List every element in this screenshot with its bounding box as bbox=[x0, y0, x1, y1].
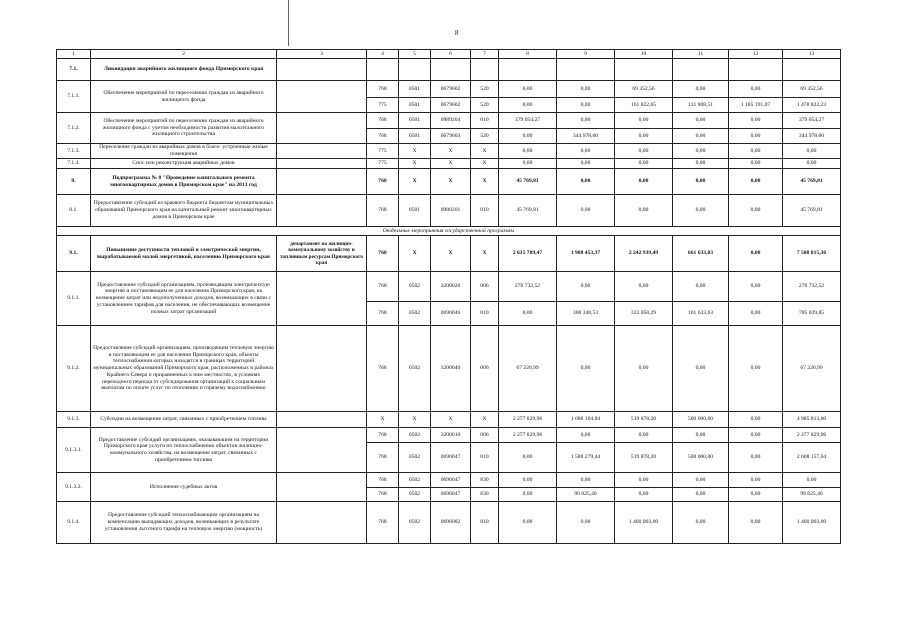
value-cell: 775 bbox=[367, 144, 399, 159]
value-cell: 2 277 829,96 bbox=[499, 428, 557, 443]
executor-cell bbox=[277, 272, 367, 326]
row-code-cell: 7.1.1. bbox=[57, 81, 91, 113]
value-cell: 500 000,00 bbox=[673, 443, 729, 473]
value-cell: 0,00 bbox=[557, 81, 615, 98]
value-cell bbox=[615, 59, 673, 81]
value-cell: 0,00 bbox=[729, 195, 783, 227]
value-cell: 768 bbox=[367, 236, 399, 272]
value-cell: 0,00 bbox=[615, 326, 673, 412]
row-title-cell: Предоставление субсидий теплоснабжающим организациям на компенсацию выпадающих доходов, возникающих в результате установления льготного тарифа на тепловую энергию (мощность) bbox=[91, 502, 277, 544]
value-cell: 0,00 bbox=[729, 412, 783, 428]
value-cell: 0,00 bbox=[557, 326, 615, 412]
value-cell: 1 400 003,00 bbox=[783, 502, 841, 544]
value-cell: 0679602 bbox=[431, 98, 471, 113]
value-cell: 0,00 bbox=[783, 473, 841, 488]
header-cell: 1 bbox=[57, 50, 91, 59]
value-cell: 0,00 bbox=[673, 488, 729, 502]
value-cell bbox=[499, 59, 557, 81]
table-row bbox=[57, 412, 841, 428]
value-cell: X bbox=[471, 159, 499, 169]
value-cell: 1 688 104,84 bbox=[557, 412, 615, 428]
value-cell: 3200010 bbox=[431, 428, 471, 443]
value-cell: 2 277 829,96 bbox=[783, 428, 841, 443]
value-cell: 0,00 bbox=[729, 473, 783, 488]
value-cell: 0501 bbox=[399, 129, 431, 144]
value-cell: 0502 bbox=[399, 272, 431, 302]
value-cell: 0502 bbox=[399, 326, 431, 412]
row-title-cell: Обеспечение мероприятий по переселению граждан из аварийного жилищного фонда bbox=[91, 81, 277, 113]
value-cell: 323 058,29 bbox=[615, 302, 673, 326]
value-cell: 1 988 453,37 bbox=[557, 236, 615, 272]
value-cell: 830 bbox=[471, 473, 499, 488]
value-cell: 0,00 bbox=[499, 488, 557, 502]
table-row bbox=[57, 428, 841, 443]
value-cell: 0,00 bbox=[499, 144, 557, 159]
value-cell: 775 bbox=[367, 159, 399, 169]
value-cell bbox=[471, 59, 499, 81]
value-cell: 1 588 279,44 bbox=[557, 443, 615, 473]
value-cell bbox=[783, 59, 841, 81]
executor-cell bbox=[277, 195, 367, 227]
row-code-cell: 7.1.3. bbox=[57, 144, 91, 159]
value-cell: 0,00 bbox=[729, 144, 783, 159]
value-cell: 0502 bbox=[399, 428, 431, 443]
executor-cell bbox=[277, 144, 367, 159]
value-cell: 0,00 bbox=[673, 159, 729, 169]
value-cell: X bbox=[399, 169, 431, 195]
header-cell: 9 bbox=[557, 50, 615, 59]
value-cell: 810 bbox=[471, 443, 499, 473]
value-cell: 0,00 bbox=[729, 169, 783, 195]
table-body-subprogram bbox=[57, 59, 841, 227]
table-row bbox=[57, 144, 841, 159]
value-cell: 0,00 bbox=[499, 129, 557, 144]
value-cell: 0,00 bbox=[615, 195, 673, 227]
header-cell: 4 bbox=[367, 50, 399, 59]
value-cell bbox=[431, 59, 471, 81]
value-cell: 69 352,56 bbox=[783, 81, 841, 98]
value-cell bbox=[557, 59, 615, 81]
value-cell: 1 478 822,23 bbox=[783, 98, 841, 113]
header-cell: 5 bbox=[399, 50, 431, 59]
table-row bbox=[57, 169, 841, 195]
value-cell: 0,00 bbox=[557, 169, 615, 195]
value-cell: 0501 bbox=[399, 195, 431, 227]
table-row bbox=[57, 159, 841, 169]
row-title-cell: Ликвидация аварийного жилищного фонда Приморского края bbox=[91, 59, 277, 81]
value-cell: 520 bbox=[471, 98, 499, 113]
value-cell: 006 bbox=[471, 428, 499, 443]
value-cell: 300 348,53 bbox=[557, 302, 615, 326]
value-cell: 500 000,00 bbox=[673, 412, 729, 428]
value-cell: 0696046 bbox=[431, 302, 471, 326]
value-cell: X bbox=[399, 412, 431, 428]
table-row bbox=[57, 236, 841, 272]
table-row bbox=[57, 113, 841, 129]
table-row bbox=[57, 473, 841, 488]
value-cell: 45 769,81 bbox=[783, 169, 841, 195]
value-cell bbox=[399, 59, 431, 81]
value-cell: 0,00 bbox=[729, 272, 783, 302]
value-cell: 0,00 bbox=[615, 272, 673, 302]
row-title-cell: Снос или реконструкция аварийных домов bbox=[91, 159, 277, 169]
value-cell: 0,00 bbox=[557, 98, 615, 113]
value-cell: 0,00 bbox=[615, 473, 673, 488]
value-cell: X bbox=[431, 412, 471, 428]
value-cell: 0502 bbox=[399, 443, 431, 473]
value-cell: 010 bbox=[471, 113, 499, 129]
value-cell: 0,00 bbox=[729, 502, 783, 544]
value-cell bbox=[729, 59, 783, 81]
value-cell: 768 bbox=[367, 473, 399, 488]
row-title-cell: Предоставление субсидий организациям, производящим тепловую энергию и поставляющим ее для населения Приморского края, объекты теплоснабжения которых находятся в границах территорий муниципальных образований Приморского края, расположенных в районах Крайнего Севера и приравненных к ним местностях, в условиях переходного периода от субсидирования организаций к социальным выплатам по оплате услуг по отоплению и горячему водоснабжению bbox=[91, 326, 277, 412]
value-cell bbox=[673, 59, 729, 81]
value-cell: X bbox=[431, 159, 471, 169]
value-cell: 0,00 bbox=[557, 144, 615, 159]
value-cell: 0679602 bbox=[431, 81, 471, 98]
value-cell: 0,00 bbox=[499, 473, 557, 488]
value-cell: 768 bbox=[367, 195, 399, 227]
header-cell: 10 bbox=[615, 50, 673, 59]
value-cell: 0,00 bbox=[499, 443, 557, 473]
value-cell: 768 bbox=[367, 428, 399, 443]
value-cell: 768 bbox=[367, 326, 399, 412]
value-cell: 0502 bbox=[399, 502, 431, 544]
header-cell: 3 bbox=[277, 50, 367, 59]
value-cell: 0,00 bbox=[615, 169, 673, 195]
value-cell: 0,00 bbox=[557, 159, 615, 169]
value-cell: 0502 bbox=[399, 488, 431, 502]
value-cell bbox=[367, 59, 399, 81]
row-code-cell: 9.1.3.2. bbox=[57, 473, 91, 502]
budget-table bbox=[56, 49, 841, 544]
executor-cell bbox=[277, 428, 367, 473]
table-row bbox=[57, 195, 841, 227]
value-cell: 99 825,40 bbox=[557, 488, 615, 502]
value-cell: 45 769,81 bbox=[499, 195, 557, 227]
executor-cell bbox=[277, 169, 367, 195]
value-cell: 0,00 bbox=[615, 113, 673, 129]
executor-cell bbox=[277, 113, 367, 144]
value-cell: 45 769,81 bbox=[499, 169, 557, 195]
value-cell: 0,00 bbox=[557, 272, 615, 302]
row-title-cell: Субсидии на возмещение затрат, связанных с приобретением топлива bbox=[91, 412, 277, 428]
value-cell: 270 732,52 bbox=[499, 272, 557, 302]
value-cell: 161 633,03 bbox=[673, 302, 729, 326]
value-cell: 0,00 bbox=[673, 428, 729, 443]
value-cell: 768 bbox=[367, 502, 399, 544]
value-cell: 0696047 bbox=[431, 488, 471, 502]
value-cell: 2 615 789,47 bbox=[499, 236, 557, 272]
value-cell: 7 508 815,36 bbox=[783, 236, 841, 272]
value-cell: 0,00 bbox=[673, 144, 729, 159]
row-title-cell: Предоставление субсидий организациям, оказывающим на территории Приморского края услуги по теплоснабжению объектов жилищно-коммунального хозяйства, на возмещение затрат, связанных с приобретением топлива bbox=[91, 428, 277, 473]
value-cell: 768 bbox=[367, 443, 399, 473]
value-cell: 2 608 157,64 bbox=[783, 443, 841, 473]
value-cell: 519 878,20 bbox=[615, 412, 673, 428]
value-cell: X bbox=[367, 412, 399, 428]
value-cell: 0,00 bbox=[499, 159, 557, 169]
header-cell: 12 bbox=[729, 50, 783, 59]
value-cell: 344 978,60 bbox=[783, 129, 841, 144]
row-code-cell: 9.1.1. bbox=[57, 272, 91, 326]
header-cell: 11 bbox=[673, 50, 729, 59]
row-title-cell: Предоставление субсидий из краевого бюджета бюджетам муниципальных образований Приморского края на капитальный ремонт многоквартирных домов в Приморском крае bbox=[91, 195, 277, 227]
value-cell: 0,00 bbox=[557, 195, 615, 227]
table-row bbox=[57, 272, 841, 302]
value-cell: 0,00 bbox=[729, 302, 783, 326]
value-cell: 0,00 bbox=[673, 81, 729, 98]
header-cell: 7 bbox=[471, 50, 499, 59]
value-cell: X bbox=[399, 144, 431, 159]
value-cell: 006 bbox=[471, 272, 499, 302]
value-cell: 0,00 bbox=[729, 428, 783, 443]
value-cell: 0980201 bbox=[431, 195, 471, 227]
value-cell: 0,00 bbox=[673, 326, 729, 412]
value-cell: 768 bbox=[367, 169, 399, 195]
value-cell: 520 bbox=[471, 81, 499, 98]
value-cell: 775 bbox=[367, 98, 399, 113]
value-cell: 0696047 bbox=[431, 473, 471, 488]
executor-cell bbox=[277, 473, 367, 502]
value-cell: 006 bbox=[471, 326, 499, 412]
value-cell: 810 bbox=[471, 302, 499, 326]
executor-cell: департамент по жилищно-коммунальному хозяйству и топливным ресурсам Приморского края bbox=[277, 236, 367, 272]
value-cell: 0696047 bbox=[431, 443, 471, 473]
value-cell: 0,00 bbox=[557, 113, 615, 129]
row-title-cell: Предоставление субсидий организациям, производящим электрическую энергию и поставляющим ее для населения Приморского края, на возмещение затрат или недополученных доходов, возникающих в связи с установлением тарифов для населения, не обеспечивающих возмещение полных затрат организаций bbox=[91, 272, 277, 326]
value-cell: 661 633,03 bbox=[673, 236, 729, 272]
header-row bbox=[57, 50, 841, 59]
page-number: 8 bbox=[455, 29, 459, 37]
value-cell: 0,00 bbox=[673, 169, 729, 195]
executor-cell bbox=[277, 59, 367, 81]
value-cell: 4 985 813,00 bbox=[783, 412, 841, 428]
executor-cell bbox=[277, 326, 367, 412]
value-cell: 2 277 829,96 bbox=[499, 412, 557, 428]
value-cell: 0679603 bbox=[431, 129, 471, 144]
value-cell: 0502 bbox=[399, 473, 431, 488]
table-row bbox=[57, 59, 841, 81]
value-cell: 0502 bbox=[399, 302, 431, 326]
value-cell: 0,00 bbox=[729, 326, 783, 412]
value-cell: 830 bbox=[471, 488, 499, 502]
row-code-cell: 7.1. bbox=[57, 59, 91, 81]
section-title: Отдельные мероприятия государственной программы bbox=[57, 227, 841, 236]
value-cell: 768 bbox=[367, 113, 399, 129]
value-cell: 0,00 bbox=[615, 428, 673, 443]
table-row bbox=[57, 326, 841, 412]
row-code-cell: 9.1. bbox=[57, 236, 91, 272]
table-body-activities bbox=[57, 236, 841, 544]
row-title-cell: Обеспечение мероприятий по переселению граждан из аварийного жилищного фонда с учетом необходимости развития малоэтажного жилищного строительства bbox=[91, 113, 277, 144]
row-title-cell: Исполнение судебных актов bbox=[91, 473, 277, 502]
value-cell: X bbox=[431, 236, 471, 272]
value-cell: X bbox=[471, 144, 499, 159]
value-cell: 344 978,60 bbox=[557, 129, 615, 144]
executor-cell bbox=[277, 81, 367, 113]
value-cell: 0,00 bbox=[615, 488, 673, 502]
value-cell: 0,00 bbox=[673, 129, 729, 144]
value-cell: 67 226,99 bbox=[783, 326, 841, 412]
value-cell: X bbox=[471, 169, 499, 195]
value-cell: 0,00 bbox=[673, 473, 729, 488]
value-cell: 0,00 bbox=[557, 428, 615, 443]
value-cell: 161 822,65 bbox=[615, 98, 673, 113]
row-code-cell: 9.1.2. bbox=[57, 326, 91, 412]
value-cell: 0,00 bbox=[615, 144, 673, 159]
value-cell: 768 bbox=[367, 129, 399, 144]
value-cell: 0989204 bbox=[431, 113, 471, 129]
value-cell: 3200040 bbox=[431, 326, 471, 412]
value-cell: 0696082 bbox=[431, 502, 471, 544]
executor-cell bbox=[277, 159, 367, 169]
value-cell: 0,00 bbox=[783, 159, 841, 169]
value-cell: 010 bbox=[471, 195, 499, 227]
value-cell: 0,00 bbox=[615, 159, 673, 169]
row-title-cell: Повышение доступности тепловой и электрической энергии, вырабатываемой малой энергетикой, населению Приморского края bbox=[91, 236, 277, 272]
value-cell: 0,00 bbox=[499, 98, 557, 113]
value-cell: 520 bbox=[471, 129, 499, 144]
value-cell: X bbox=[471, 236, 499, 272]
row-code-cell: 7.1.4. bbox=[57, 159, 91, 169]
value-cell: 0501 bbox=[399, 81, 431, 98]
row-title-cell: Переселение граждан из аварийных домов в благо- устроенные жилые помещения bbox=[91, 144, 277, 159]
value-cell: 1 185 191,07 bbox=[729, 98, 783, 113]
executor-cell bbox=[277, 412, 367, 428]
value-cell: 0,00 bbox=[557, 473, 615, 488]
value-cell: X bbox=[431, 144, 471, 159]
value-cell: 0,00 bbox=[729, 129, 783, 144]
value-cell: 67 226,99 bbox=[499, 326, 557, 412]
value-cell: 3200020 bbox=[431, 272, 471, 302]
section-row bbox=[57, 227, 841, 236]
value-cell: 0,00 bbox=[729, 236, 783, 272]
row-code-cell: 9.1.4. bbox=[57, 502, 91, 544]
value-cell: 785 039,85 bbox=[783, 302, 841, 326]
value-cell: 0,00 bbox=[729, 81, 783, 98]
value-cell: X bbox=[399, 159, 431, 169]
table-row bbox=[57, 81, 841, 98]
value-cell: 0,00 bbox=[499, 502, 557, 544]
row-title-cell: Подпрограмма № 8 "Проведение капитального ремонта многоквартирных домов в Приморском крае" на 2013 год bbox=[91, 169, 277, 195]
value-cell: 519 878,20 bbox=[615, 443, 673, 473]
value-cell: 768 bbox=[367, 81, 399, 98]
value-cell: 0,00 bbox=[615, 129, 673, 144]
row-code-cell: 8. bbox=[57, 169, 91, 195]
value-cell: 379 054,27 bbox=[499, 113, 557, 129]
value-cell: 0,00 bbox=[729, 159, 783, 169]
value-cell: 0,00 bbox=[673, 502, 729, 544]
margin-line bbox=[288, 0, 289, 46]
value-cell: 0,00 bbox=[557, 502, 615, 544]
value-cell: 0,00 bbox=[499, 302, 557, 326]
value-cell: 131 808,51 bbox=[673, 98, 729, 113]
value-cell: 0501 bbox=[399, 98, 431, 113]
header-cell: 2 bbox=[91, 50, 277, 59]
value-cell: X bbox=[431, 169, 471, 195]
value-cell: 2 242 939,49 bbox=[615, 236, 673, 272]
row-code-cell: 8.1. bbox=[57, 195, 91, 227]
value-cell: 768 bbox=[367, 488, 399, 502]
value-cell: 0,00 bbox=[729, 488, 783, 502]
value-cell: 0,00 bbox=[673, 195, 729, 227]
executor-cell bbox=[277, 502, 367, 544]
value-cell: 0,00 bbox=[673, 113, 729, 129]
header-cell: 8 bbox=[499, 50, 557, 59]
row-code-cell: 9.1.3. bbox=[57, 412, 91, 428]
value-cell: X bbox=[399, 236, 431, 272]
value-cell: 810 bbox=[471, 502, 499, 544]
value-cell: 270 732,52 bbox=[783, 272, 841, 302]
value-cell: 768 bbox=[367, 302, 399, 326]
value-cell: 45 769,81 bbox=[783, 195, 841, 227]
value-cell: 69 352,56 bbox=[615, 81, 673, 98]
table-row bbox=[57, 502, 841, 544]
header-cell: 13 bbox=[783, 50, 841, 59]
value-cell: 1 400 003,00 bbox=[615, 502, 673, 544]
value-cell: X bbox=[471, 412, 499, 428]
value-cell: 0,00 bbox=[729, 443, 783, 473]
value-cell: 0501 bbox=[399, 113, 431, 129]
value-cell: 0,00 bbox=[729, 113, 783, 129]
value-cell: 0,00 bbox=[783, 144, 841, 159]
row-code-cell: 9.1.3.1. bbox=[57, 428, 91, 473]
header-cell: 6 bbox=[431, 50, 471, 59]
value-cell: 0,00 bbox=[673, 272, 729, 302]
value-cell: 768 bbox=[367, 272, 399, 302]
value-cell: 0,00 bbox=[499, 81, 557, 98]
row-code-cell: 7.1.2. bbox=[57, 113, 91, 144]
value-cell: 379 054,27 bbox=[783, 113, 841, 129]
value-cell: 99 825,40 bbox=[783, 488, 841, 502]
